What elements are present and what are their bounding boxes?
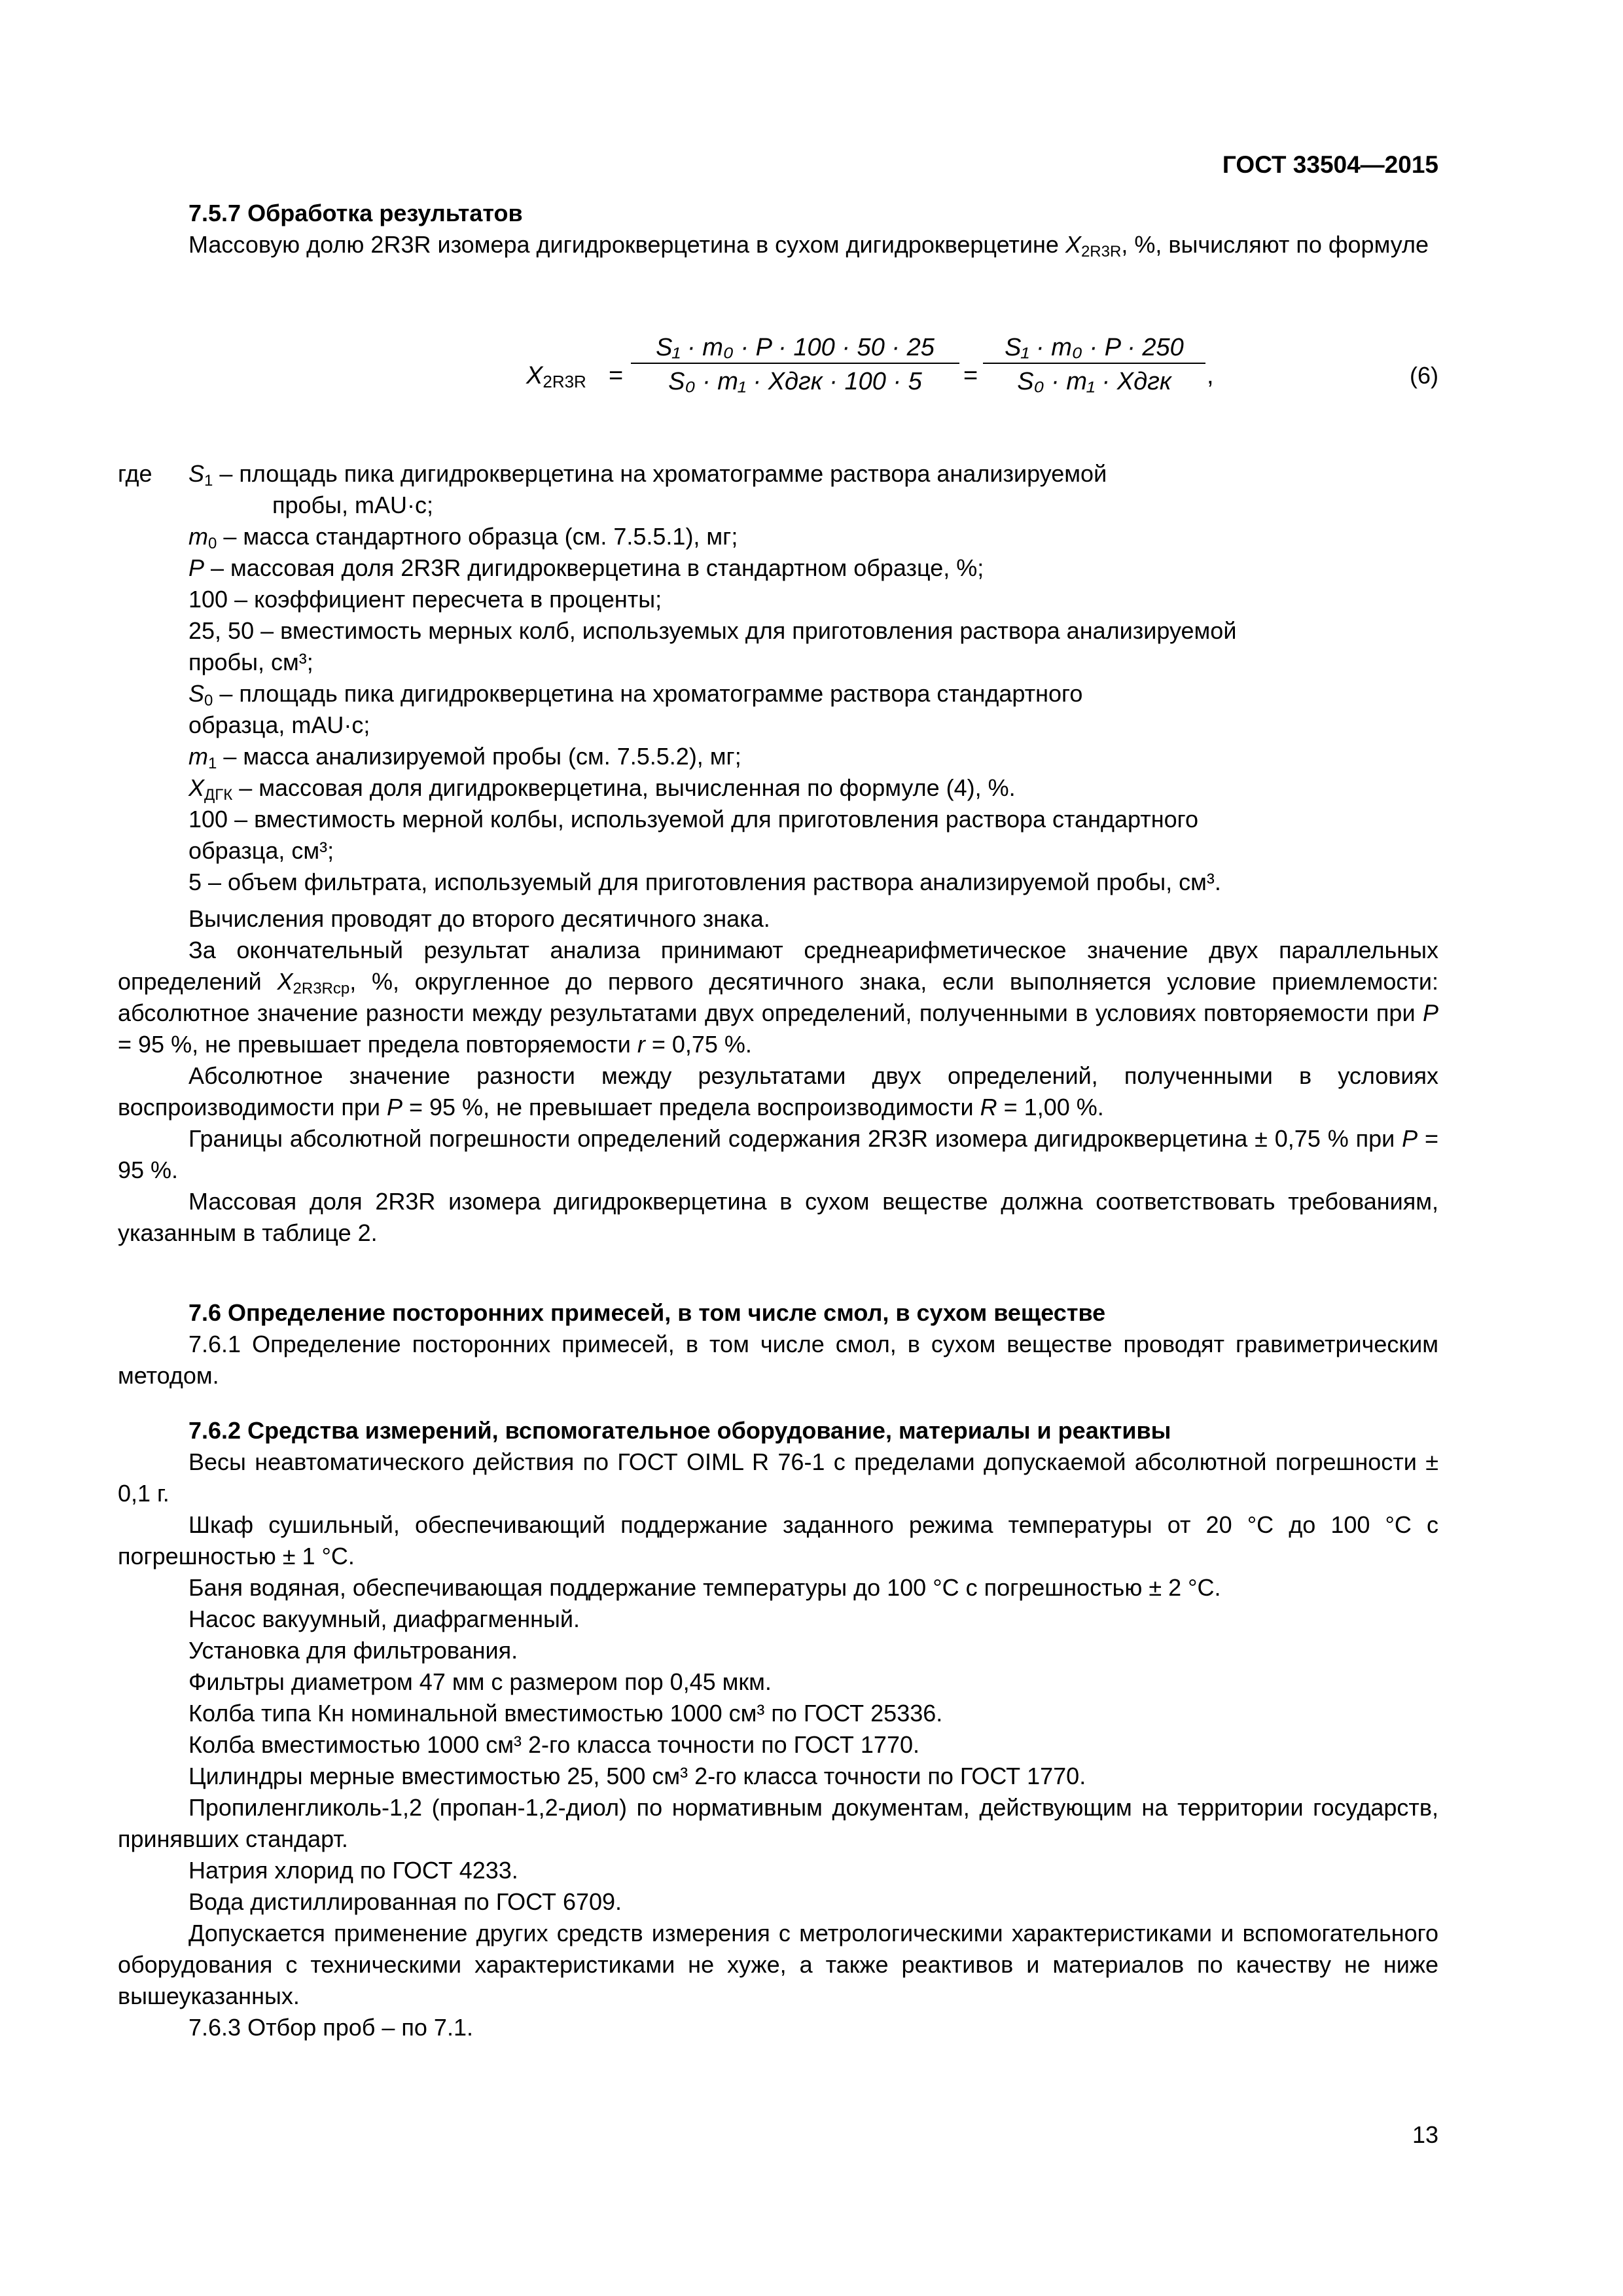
section-76-title: 7.6 Определение посторонних примесей, в том числе смол, в сухом веществе [188,1299,1106,1326]
formula-denominator-1: S₀ · m₁ · Xдгк · 100 · 5 [631,363,959,397]
list-item: Установка для фильтрования. [188,1637,518,1664]
calc-paragraph: Вычисления проводят до второго десятичного знака. [188,905,770,932]
list-item: $S_1$ – площадь пика дигидрокверцетина на хроматограмме раствора анализируемой пробы, mAU·с; [188,460,1107,518]
reproducibility-paragraph: Абсолютное значение разности между результатами двух определений, полученными в условиях воспроизводимости при P = 95 %, не превышает предела воспроизводимости R = 1,00 %. [118,1062,1438,1121]
results-paragraphs [118,903,1438,1249]
bounds-paragraph: Границы абсолютной погрешности определений содержания 2R3R изомера дигидрокверцетина ± 0,75 % при P = 95 %. [118,1125,1439,1183]
formula-6 [118,332,1438,431]
list-item: 5 – объем фильтрата, используемый для приготовления раствора анализируемой пробы, см³. [188,869,1221,895]
list-item: Фильтры диаметром 47 мм с размером пор 0,45 мкм. [188,1668,772,1695]
list-item: $m_0$ – масса стандартного образца (см. 7.5.5.1), мг; [188,523,738,552]
list-item: Пропиленгликоль-1,2 (пропан-1,2-диол) по нормативным документам, действующим на территории государств, принявших стандарт. [118,1794,1438,1852]
formula-denominator-2: S₀ · m₁ · Xдгк [983,363,1205,397]
list-item: Весы неавтоматического действия по ГОСТ OIML R 76-1 с пределами допускаемой абсолютной погрешности ± 0,1 г. [118,1448,1438,1507]
section-76 [118,1297,1438,1391]
list-item: 100 – коэффициент пересчета в проценты; [188,586,662,613]
formula-fraction-2 [983,332,1205,397]
section-757-intro: Массовую долю 2R3R изомера дигидрокверцетина в сухом дигидрокверцетине $X_{2R3R}$, %, вычисляют по формуле [188,231,1429,260]
list-item: $X_{ДГК}$ – массовая доля дигидрокверцетина, вычисленная по формуле (4), %. [188,774,1016,804]
list-item: 25, 50 – вместимость мерных колб, используемых для приготовления раствора анализируемой пробы, см³; [188,617,1237,675]
list-item: Цилиндры мерные вместимостью 25, 500 см³ 2-го класса точности по ГОСТ 1770. [188,1763,1086,1789]
document-header: ГОСТ 33504—2015 [1222,151,1438,178]
list-item: Вода дистиллированная по ГОСТ 6709. [188,1888,622,1915]
list-item: Натрия хлорид по ГОСТ 4233. [188,1857,518,1884]
list-item: $S_0$ – площадь пика дигидрокверцетина на хроматограмме раствора стандартного образца, mAU·с; [188,680,1083,738]
final-result-paragraph: За окончательный результат анализа принимают среднеарифметическое значение двух параллельных определений $X_{2R3Rср}$, %, округленное до первого десятичного знака, если выполняется условие приемлемости: абсолютное значение разности между результатами двух определений, полученными в условиях повторяемости при P = 95 %, не превышает предела повторяемости r = 0,75 %. [118,937,1438,1058]
list-item: P – массовая доля 2R3R дигидрокверцетина в стандартном образце, %; [188,554,984,581]
where-label: где [118,460,152,487]
list-item: 100 – вместимость мерной колбы, используемой для приготовления раствора стандартного образца, см³; [188,806,1199,864]
section-757 [118,198,1438,260]
formula-fraction-1 [631,332,959,397]
section-757-title: 7.5.7 Обработка результатов [188,200,523,226]
formula-lhs: $X_{2R3R}$ [526,362,586,391]
formula-equals: = [609,362,624,389]
requirement-paragraph: Массовая доля 2R3R изомера дигидрокверцетина в сухом веществе должна соответствовать требованиям, указанным в таблице 2. [118,1188,1438,1246]
list-item: Баня водяная, обеспечивающая поддержание температуры до 100 °С с погрешностью ± 2 °С. [188,1574,1221,1601]
where-list [118,458,1438,898]
formula-numerator-1: S₁ · m₀ · P · 100 · 50 · 25 [656,334,935,361]
list-item: Насос вакуумный, диафрагменный. [188,1605,580,1632]
section-763-paragraph: 7.6.3 Отбор проб – по 7.1. [188,2014,473,2041]
formula-equals: = [963,362,978,389]
section-762-title: 7.6.2 Средства измерений, вспомогательное оборудование, материалы и реактивы [188,1417,1171,1444]
list-item: Колба вместимостью 1000 см³ 2-го класса точности по ГОСТ 1770. [188,1731,919,1758]
list-item: Колба типа Кн номинальной вместимостью 1000 см³ по ГОСТ 25336. [188,1700,943,1727]
where-first-row [118,458,1438,521]
list-item: $m_1$ – масса анализируемой пробы (см. 7.5.5.2), мг; [188,743,741,772]
section-761-paragraph: 7.6.1 Определение посторонних примесей, в том числе смол, в сухом веществе проводят гравиметрическим методом. [118,1331,1438,1389]
formula-numerator-2: S₁ · m₀ · P · 250 [1005,334,1184,361]
section-762 [118,1415,1438,2043]
list-item: Шкаф сушильный, обеспечивающий поддержание заданного режима температуры от 20 °С до 100 °С с погрешностью ± 1 °С. [118,1511,1438,1570]
formula-number: (6) [1410,362,1438,389]
page-number: 13 [1412,2121,1438,2148]
formula-comma: , [1207,362,1214,389]
list-item: Допускается применение других средств измерения с метрологическими характеристиками и вспомогательного оборудования с техническими характеристиками не хуже, а также реактивов и материалов по качеству не ниже вышеуказанных. [118,1920,1438,2009]
